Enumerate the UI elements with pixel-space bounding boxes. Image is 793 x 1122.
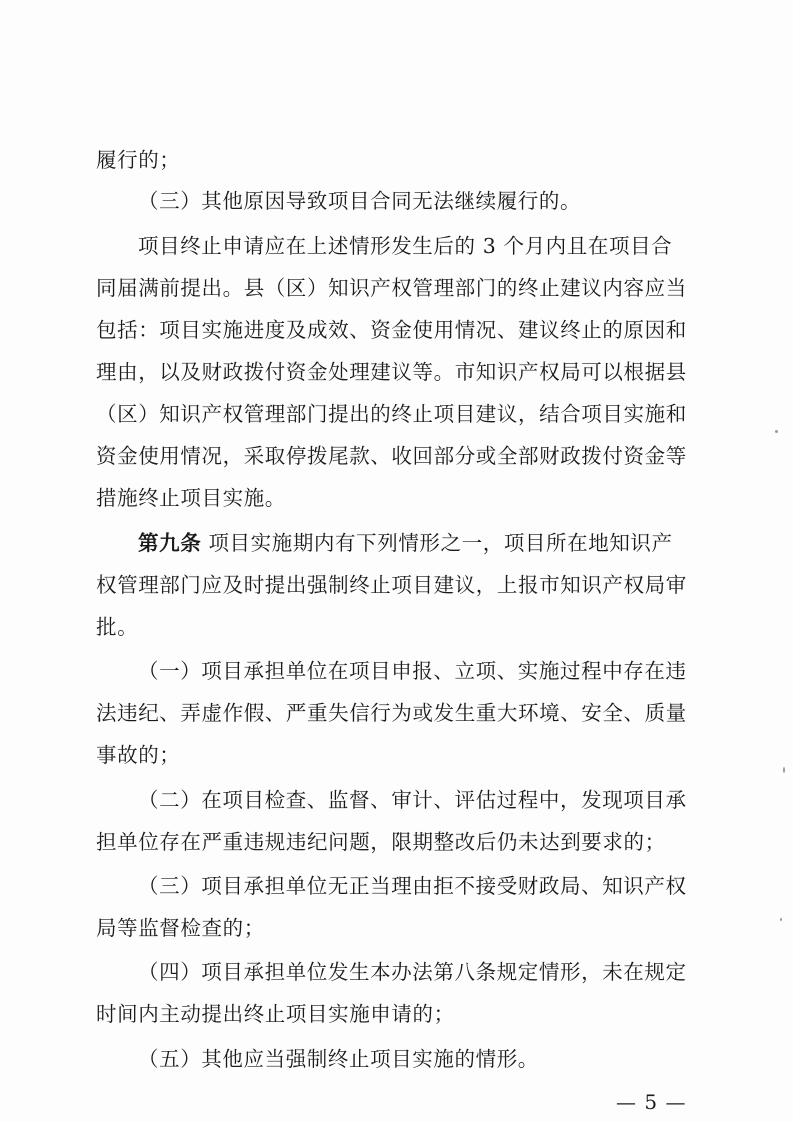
text-line: （三）其他原因导致项目合同无法继续履行的。 xyxy=(138,189,582,213)
text-line: 项目终止申请应在上述情形发生后的 3 个月内且在项目合 xyxy=(138,234,673,258)
article-nine-line xyxy=(138,533,698,554)
text-line: 履行的； xyxy=(96,148,181,172)
text-line: （一）项目承担单位在项目申报、立项、实施过程中存在违 xyxy=(138,659,687,683)
scan-speck xyxy=(783,767,785,773)
text-line: 局等监督检查的； xyxy=(96,916,265,940)
article-heading: 第九条 xyxy=(138,531,202,555)
text-line: 理由，以及财政拨付资金处理建议等。市知识产权局可以根据县 xyxy=(96,360,687,384)
text-line: 批。 xyxy=(96,615,139,639)
text-line: 包括：项目实施进度及成效、资金使用情况、建议终止的原因和 xyxy=(96,318,687,342)
text-line: 同届满前提出。县（区）知识产权管理部门的终止建议内容应当 xyxy=(96,276,687,300)
text-line: （三）项目承担单位无正当理由拒不接受财政局、知识产权 xyxy=(138,874,687,898)
text-line: （区）知识产权管理部门提出的终止项目建议，结合项目实施和 xyxy=(96,402,687,426)
text-line: 事故的； xyxy=(96,743,181,767)
text-line: 担单位存在严重违规违纪问题，限期整改后仍未达到要求的； xyxy=(96,830,666,854)
text-line: 权管理部门应及时提出强制终止项目建议，上报市知识产权局审 xyxy=(96,573,687,597)
text-line: 措施终止项目实施。 xyxy=(96,486,286,510)
text-line: （二）在项目检查、监督、审计、评估过程中，发现项目承 xyxy=(138,788,687,812)
text-line: （四）项目承担单位发生本办法第八条规定情形，未在规定 xyxy=(138,960,687,984)
page-number: — 5 — xyxy=(616,1090,687,1114)
scan-speck xyxy=(775,430,778,433)
text-line: 时间内主动提出终止项目实施申请的； xyxy=(96,1002,455,1026)
text-line: 法违纪、弄虚作假、严重失信行为或发生重大环境、安全、质量 xyxy=(96,701,687,725)
text-line: （五）其他应当强制终止项目实施的情形。 xyxy=(138,1047,539,1071)
text-line: 资金使用情况，采取停拨尾款、收回部分或全部财政拨付资金等 xyxy=(96,444,687,468)
scan-speck xyxy=(780,918,782,921)
article-text: 项目实施期内有下列情形之一，项目所在地知识产 xyxy=(208,531,673,555)
